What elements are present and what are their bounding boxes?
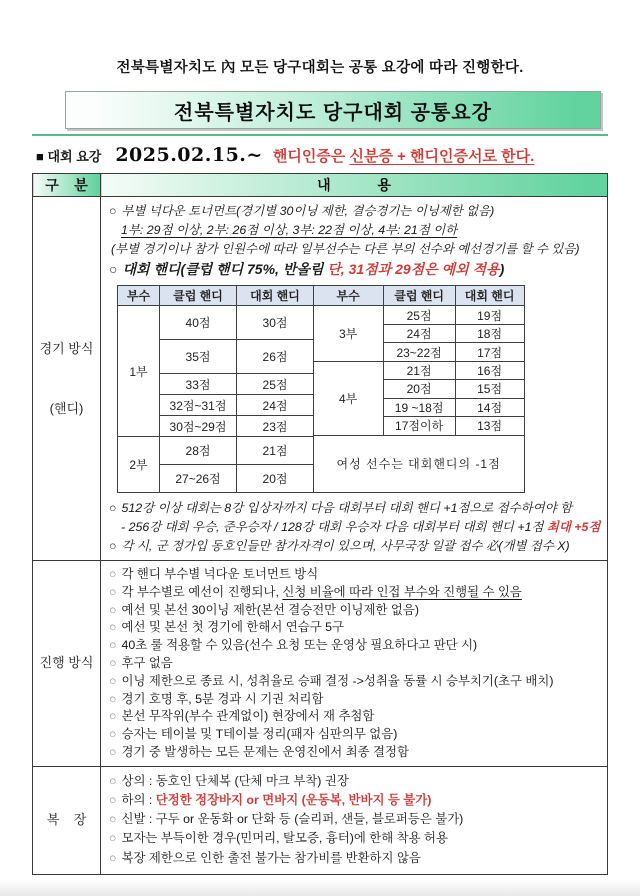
hc-club-value: 19 ~18점 bbox=[383, 398, 455, 416]
line-text: 각 시, 군 정가입 동호인들만 참가자격이 있으며, 사무국장 일괄 접수 必(개별 접수 X) bbox=[121, 539, 570, 553]
line-text: 이닝 제한으로 종료 시, 성취율로 승패 결정 ->성취율 동률 시 승부치기(초구 배치) bbox=[121, 673, 554, 688]
hc-club-value: 21점 bbox=[383, 361, 455, 379]
line-text: 복장 제한으로 인한 출전 불가는 참가비를 반환하지 않음 bbox=[121, 850, 421, 865]
circle-marker: ○ bbox=[109, 261, 118, 277]
hc-event-value: 15점 bbox=[455, 380, 524, 398]
bullet-line bbox=[109, 744, 601, 762]
handicap-table-left bbox=[117, 285, 314, 493]
table-row bbox=[118, 437, 314, 465]
bullet-line bbox=[109, 726, 601, 744]
tournament-date: 2025.02.15.~ bbox=[115, 144, 263, 166]
line-text: 상의 : 동호인 단체복 (단체 마크 부착) 권장 bbox=[121, 773, 349, 788]
hc-club-value: 27~26점 bbox=[160, 465, 237, 493]
line-text: 하의 : bbox=[121, 792, 156, 807]
row-dress-code bbox=[33, 766, 608, 874]
line-text-underlined: 1부: 29점 이상, 2부: 26점 이상, 3부: 22점 이상, 4부: 21점 이하 bbox=[121, 223, 458, 237]
tournament-notice bbox=[32, 144, 608, 166]
circle-marker: ○ bbox=[109, 655, 117, 670]
bullet-line bbox=[109, 518, 601, 537]
circle-marker: ○ bbox=[109, 539, 117, 553]
hc-club-value: 25점 bbox=[383, 306, 455, 324]
circle-marker: ○ bbox=[109, 831, 117, 846]
circle-marker: ○ bbox=[109, 792, 117, 807]
hc-group-2bu: 2부 bbox=[118, 437, 160, 493]
line-text: 예선 및 본선 첫 경기에 한해서 연습구 5구 bbox=[121, 620, 344, 635]
notice-red-underlined: 신분증 + 핸디인증서로 한다. bbox=[349, 148, 535, 165]
game-method-label-line2: (핸디) bbox=[49, 400, 84, 416]
line-text: 승자는 테이블 및 T테이블 정리(패자 심판의무 없음) bbox=[121, 727, 398, 742]
bullet-line bbox=[109, 655, 601, 673]
hc-club-value: 40점 bbox=[160, 306, 237, 340]
hc-club-value: 23~22점 bbox=[383, 343, 455, 361]
circle-marker: ○ bbox=[109, 584, 117, 599]
game-method-label bbox=[33, 197, 101, 561]
circle-marker: ○ bbox=[109, 850, 117, 865]
bullet-line-handicap-rule bbox=[109, 259, 601, 280]
circle-marker: ○ bbox=[109, 501, 117, 515]
bullet-line bbox=[109, 566, 601, 584]
line-text: 부별 넉다운 토너먼트(경기별 30이닝 제한, 결승경기는 이닝제한 없음) bbox=[121, 204, 495, 218]
spec-table bbox=[32, 173, 608, 875]
table-row bbox=[118, 306, 314, 340]
line-text: 신발 : 구두 or 운동화 or 단화 등 (슬리퍼, 샌들, 블로퍼등은 불가) bbox=[121, 812, 464, 827]
line-text-red: 단정한 정장바지 or 면바지 (운동복, 반바지 등 불가) bbox=[155, 792, 432, 807]
line-text: 경기 호명 후, 5분 경과 시 기권 처리함 bbox=[121, 691, 324, 706]
circle-marker: ○ bbox=[109, 744, 117, 759]
line-text: 각 핸디 부수별 넉다운 토너먼트 방식 bbox=[121, 567, 319, 581]
circle-marker: ○ bbox=[109, 773, 117, 788]
bullet-line bbox=[109, 240, 601, 259]
hc-club-value: 35점 bbox=[160, 340, 237, 374]
title-banner: 전북특별자치도 당구대회 공통요강 bbox=[65, 91, 601, 129]
line-text: 후구 없음 bbox=[121, 655, 173, 670]
hc-event-value: 14점 bbox=[455, 398, 524, 416]
line-text-red: 최대 +5점 bbox=[546, 520, 601, 534]
hc-col-daehoe: 대회 핸디 bbox=[455, 286, 524, 306]
female-handicap-note: 여성 선수는 대회핸디의 -1점 bbox=[313, 435, 524, 492]
table-row bbox=[313, 435, 524, 492]
bullet-line bbox=[109, 691, 601, 709]
line-text-underlined: 신청 비율에 따라 인접 부수와 진행될 수 있음 bbox=[282, 584, 522, 599]
row-game-method bbox=[33, 197, 608, 561]
circle-marker: ○ bbox=[109, 709, 117, 724]
line-text: 40초 룰 적용할 수 있음(선수 요청 또는 운영상 필요하다고 판단 시) bbox=[121, 638, 478, 653]
hc-event-value: 24점 bbox=[237, 395, 314, 416]
line-text: 각 부수별로 예선이 진행되나, bbox=[121, 584, 283, 599]
dress-content bbox=[101, 766, 608, 874]
notice-label: ■ 대회 요강 bbox=[36, 149, 102, 164]
circle-marker: ○ bbox=[109, 638, 117, 653]
line-text: (부별 경기이나 참가 인원수에 따라 일부선수는 다른 부의 선수와 예선경기를 할 수 있음) bbox=[111, 242, 580, 256]
handicap-certification-notice bbox=[273, 145, 534, 166]
bullet-line bbox=[109, 791, 601, 810]
bullet-line bbox=[109, 202, 601, 221]
photo-edge-shade bbox=[0, 880, 640, 896]
top-note: 전북특별자치도 內 모든 당구대회는 공통 요강에 따라 진행한다. bbox=[116, 60, 524, 76]
line-text: - 256강 대회 우승, 준우승자 / 128강 대회 우승자 다음 대회부터 대회 핸디 +1점 bbox=[121, 520, 547, 534]
header-gubun: 구 분 bbox=[33, 174, 101, 197]
handicap-tables bbox=[117, 285, 601, 493]
hc-col-club: 클럽 핸디 bbox=[160, 286, 237, 306]
hc-event-value: 13점 bbox=[455, 417, 524, 435]
hc-group-4bu: 4부 bbox=[313, 361, 383, 435]
bullet-line bbox=[109, 708, 601, 726]
hc-col-busu: 부수 bbox=[313, 286, 383, 306]
line-text: 모자는 부득이한 경우(민머리, 탈모증, 흉터)에 한해 착용 허용 bbox=[121, 831, 448, 846]
hc-event-value: 26점 bbox=[237, 340, 314, 374]
circle-marker: ○ bbox=[109, 567, 117, 581]
bullet-line bbox=[109, 810, 601, 829]
hc-club-value: 30점~29점 bbox=[160, 416, 237, 437]
spec-table-header-row bbox=[33, 174, 608, 197]
bullet-line bbox=[109, 637, 601, 655]
line-text: ) bbox=[499, 261, 505, 277]
line-text-red: 단, 31점과 29점은 예외 적용 bbox=[327, 261, 500, 277]
title-divider bbox=[32, 134, 608, 136]
bullet-line bbox=[109, 221, 601, 240]
game-method-content bbox=[101, 197, 608, 561]
bullet-line bbox=[109, 673, 601, 691]
hc-club-value: 28점 bbox=[160, 437, 237, 465]
line-text: 본선 무작위(부수 관계없이) 현장에서 재 추첨함 bbox=[121, 709, 375, 724]
bullet-line bbox=[109, 584, 601, 602]
hc-club-value: 33점 bbox=[160, 374, 237, 395]
hc-event-value: 25점 bbox=[237, 374, 314, 395]
handicap-table-right bbox=[313, 285, 525, 493]
bullet-line bbox=[109, 499, 601, 518]
hc-club-value: 24점 bbox=[383, 324, 455, 342]
line-text: 512강 이상 대회는 8강 입상자까지 다음 대회부터 대회 핸디 +1점으로 접수하여야 함 bbox=[121, 501, 573, 515]
bullet-line bbox=[109, 849, 601, 868]
circle-marker: ○ bbox=[109, 812, 117, 827]
line-text: 대회 핸디(클럽 핸디 75%, 반올림 bbox=[122, 261, 328, 277]
hc-header-row bbox=[313, 286, 524, 306]
hc-group-1bu: 1부 bbox=[118, 306, 160, 437]
circle-marker: ○ bbox=[109, 691, 117, 706]
hc-club-value: 20점 bbox=[383, 380, 455, 398]
hc-event-value: 23점 bbox=[237, 416, 314, 437]
circle-marker: ○ bbox=[109, 204, 117, 218]
header-naeyong: 내 용 bbox=[101, 174, 608, 197]
table-row bbox=[313, 306, 524, 324]
hc-col-daehoe: 대회 핸디 bbox=[237, 286, 314, 306]
bullet-line bbox=[109, 619, 601, 637]
bullet-line bbox=[109, 772, 601, 791]
bullet-line bbox=[109, 829, 601, 848]
table-row bbox=[313, 361, 524, 379]
hc-event-value: 16점 bbox=[455, 361, 524, 379]
circle-marker: ○ bbox=[109, 620, 117, 635]
hc-event-value: 19점 bbox=[455, 306, 524, 324]
circle-marker: ○ bbox=[109, 673, 117, 688]
notice-red-plain: 핸디인증은 bbox=[272, 148, 350, 165]
row-progress-method bbox=[33, 561, 608, 767]
hc-event-value: 20점 bbox=[237, 465, 314, 493]
line-text: 예선 및 본선 30이닝 제한(본선 결승전만 이닝제한 없음) bbox=[121, 602, 419, 617]
hc-event-value: 21점 bbox=[237, 437, 314, 465]
circle-marker: ○ bbox=[109, 727, 117, 742]
circle-marker: ○ bbox=[109, 602, 117, 617]
hc-club-value: 17점이하 bbox=[383, 417, 455, 435]
hc-event-value: 17점 bbox=[455, 343, 524, 361]
hc-header-row bbox=[118, 286, 314, 306]
hc-col-club: 클럽 핸디 bbox=[383, 286, 455, 306]
hc-group-3bu: 3부 bbox=[313, 306, 383, 361]
progress-label: 진행 방식 bbox=[33, 561, 101, 767]
dress-label: 복 장 bbox=[33, 766, 101, 874]
bullet-line bbox=[109, 602, 601, 620]
hc-event-value: 30점 bbox=[237, 306, 314, 340]
hc-event-value: 18점 bbox=[455, 324, 524, 342]
hc-col-busu: 부수 bbox=[118, 286, 160, 306]
game-method-label-line1: 경기 방식 bbox=[39, 340, 94, 356]
progress-content bbox=[101, 561, 608, 767]
bullet-line bbox=[109, 537, 601, 556]
line-text: 경기 중 발생하는 모든 문제는 운영진에서 최종 결정함 bbox=[121, 744, 409, 759]
hc-club-value: 32점~31점 bbox=[160, 395, 237, 416]
